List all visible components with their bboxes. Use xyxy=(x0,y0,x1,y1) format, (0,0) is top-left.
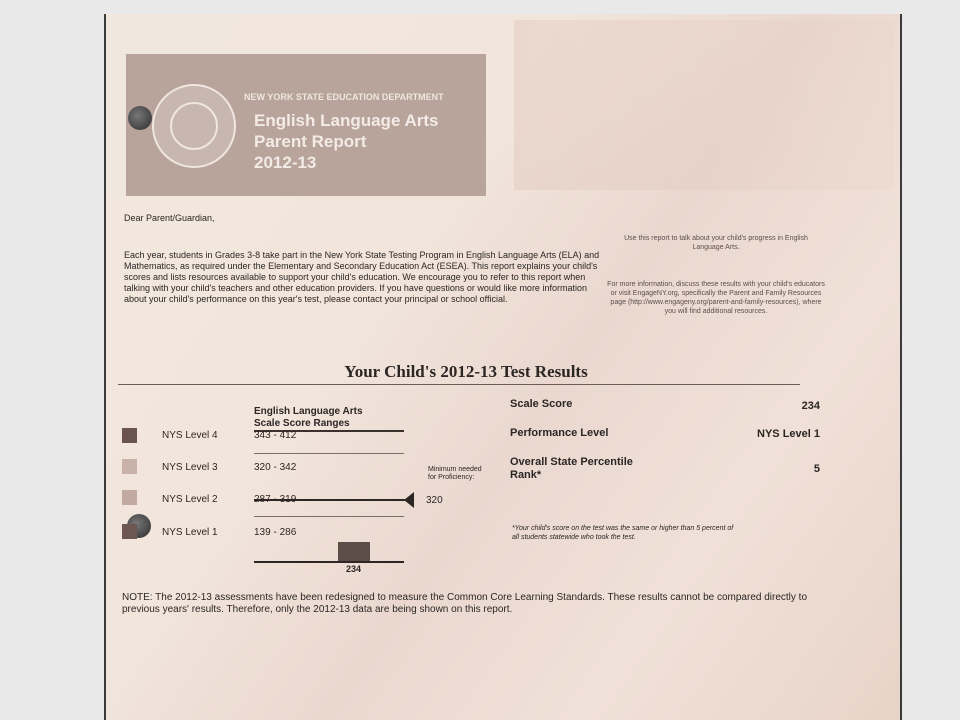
report-page xyxy=(104,14,902,720)
level-1-range: 139 - 286 xyxy=(254,527,297,538)
results-title: Your Child's 2012-13 Test Results xyxy=(344,362,588,381)
percentile-footnote: *Your child's score on the test was the same or higher than 5 percent of all students statewide who took the test. xyxy=(512,525,734,541)
state-seal-icon xyxy=(152,84,236,168)
level-2-swatch xyxy=(122,490,137,505)
level-3-range: 320 - 342 xyxy=(254,462,297,473)
performance-level-label: Performance Level xyxy=(510,427,609,439)
bleed-through-area xyxy=(514,20,894,190)
greeting: Dear Parent/Guardian, xyxy=(124,213,215,223)
score-baseline xyxy=(254,561,404,563)
score-marker-label: 234 xyxy=(346,564,362,574)
level-1-label: NYS Level 1 xyxy=(162,527,218,538)
level-2-range: 287 - 319 xyxy=(254,494,297,505)
department-name: NEW YORK STATE EDUCATION DEPARTMENT xyxy=(244,92,444,102)
level-4-swatch xyxy=(122,428,137,443)
punch-hole-icon xyxy=(128,106,152,130)
scale-score-value: 234 xyxy=(801,400,820,412)
level-3-swatch xyxy=(122,459,137,474)
level-4-label: NYS Level 4 xyxy=(162,430,218,441)
proficiency-arrow-icon xyxy=(404,492,414,508)
legend-heading-line2: Scale Score Ranges xyxy=(254,418,350,429)
report-title-line1: English Language Arts xyxy=(254,111,439,130)
minimum-proficiency-value: 320 xyxy=(426,495,443,506)
percentile-value: 5 xyxy=(813,463,820,475)
minimum-proficiency-text: Minimum needed for Proficiency: xyxy=(428,466,482,481)
background-margin xyxy=(898,14,960,720)
intro-paragraph: Each year, students in Grades 3-8 take part in the New York State Testing Program in English Language Arts (ELA) and Mathematics, as required under the Elementary and Secondary Education Act (ESEA). This report explains your child's scores and lists resources available to support your child's education. We encourage you to refer to this report when talking with your child's teachers and other education providers. If you have questions or would like more information about your child's performance on this year's test, please contact your principal or school official. xyxy=(124,250,600,304)
side-note-2: For more information, discuss these results with your child's educators or visit EngageNY.org, specifically the Parent and Family Resources page (http://www.engageny.org/parent-and-family-resources), where you will find additional resources. xyxy=(607,281,825,315)
level-4-line xyxy=(254,453,404,454)
level-4-range: 343 - 412 xyxy=(254,430,297,441)
level-2-line xyxy=(254,516,404,517)
legend-heading-line1: English Language Arts xyxy=(254,406,363,417)
performance-level-value: NYS Level 1 xyxy=(757,428,820,440)
side-note-1: Use this report to talk about your child's progress in English Language Arts. xyxy=(624,235,808,251)
legend-heading xyxy=(254,406,363,430)
percentile-label: Overall State Percentile Rank* xyxy=(510,456,633,481)
divider xyxy=(118,384,800,385)
score-marker-bar xyxy=(338,542,370,562)
level-2-label: NYS Level 2 xyxy=(162,494,218,505)
report-year: 2012-13 xyxy=(254,153,317,172)
level-3-label: NYS Level 3 xyxy=(162,462,218,473)
scale-score-label: Scale Score xyxy=(510,398,573,410)
report-note: NOTE: The 2012-13 assessments have been redesigned to measure the Common Core Learning Standards. These results cannot be compared directly to previous years' results. Therefore, only the 2012-13 data are being shown on this report. xyxy=(122,592,808,615)
level-1-swatch xyxy=(122,524,137,539)
report-title-line2: Parent Report xyxy=(254,132,367,151)
